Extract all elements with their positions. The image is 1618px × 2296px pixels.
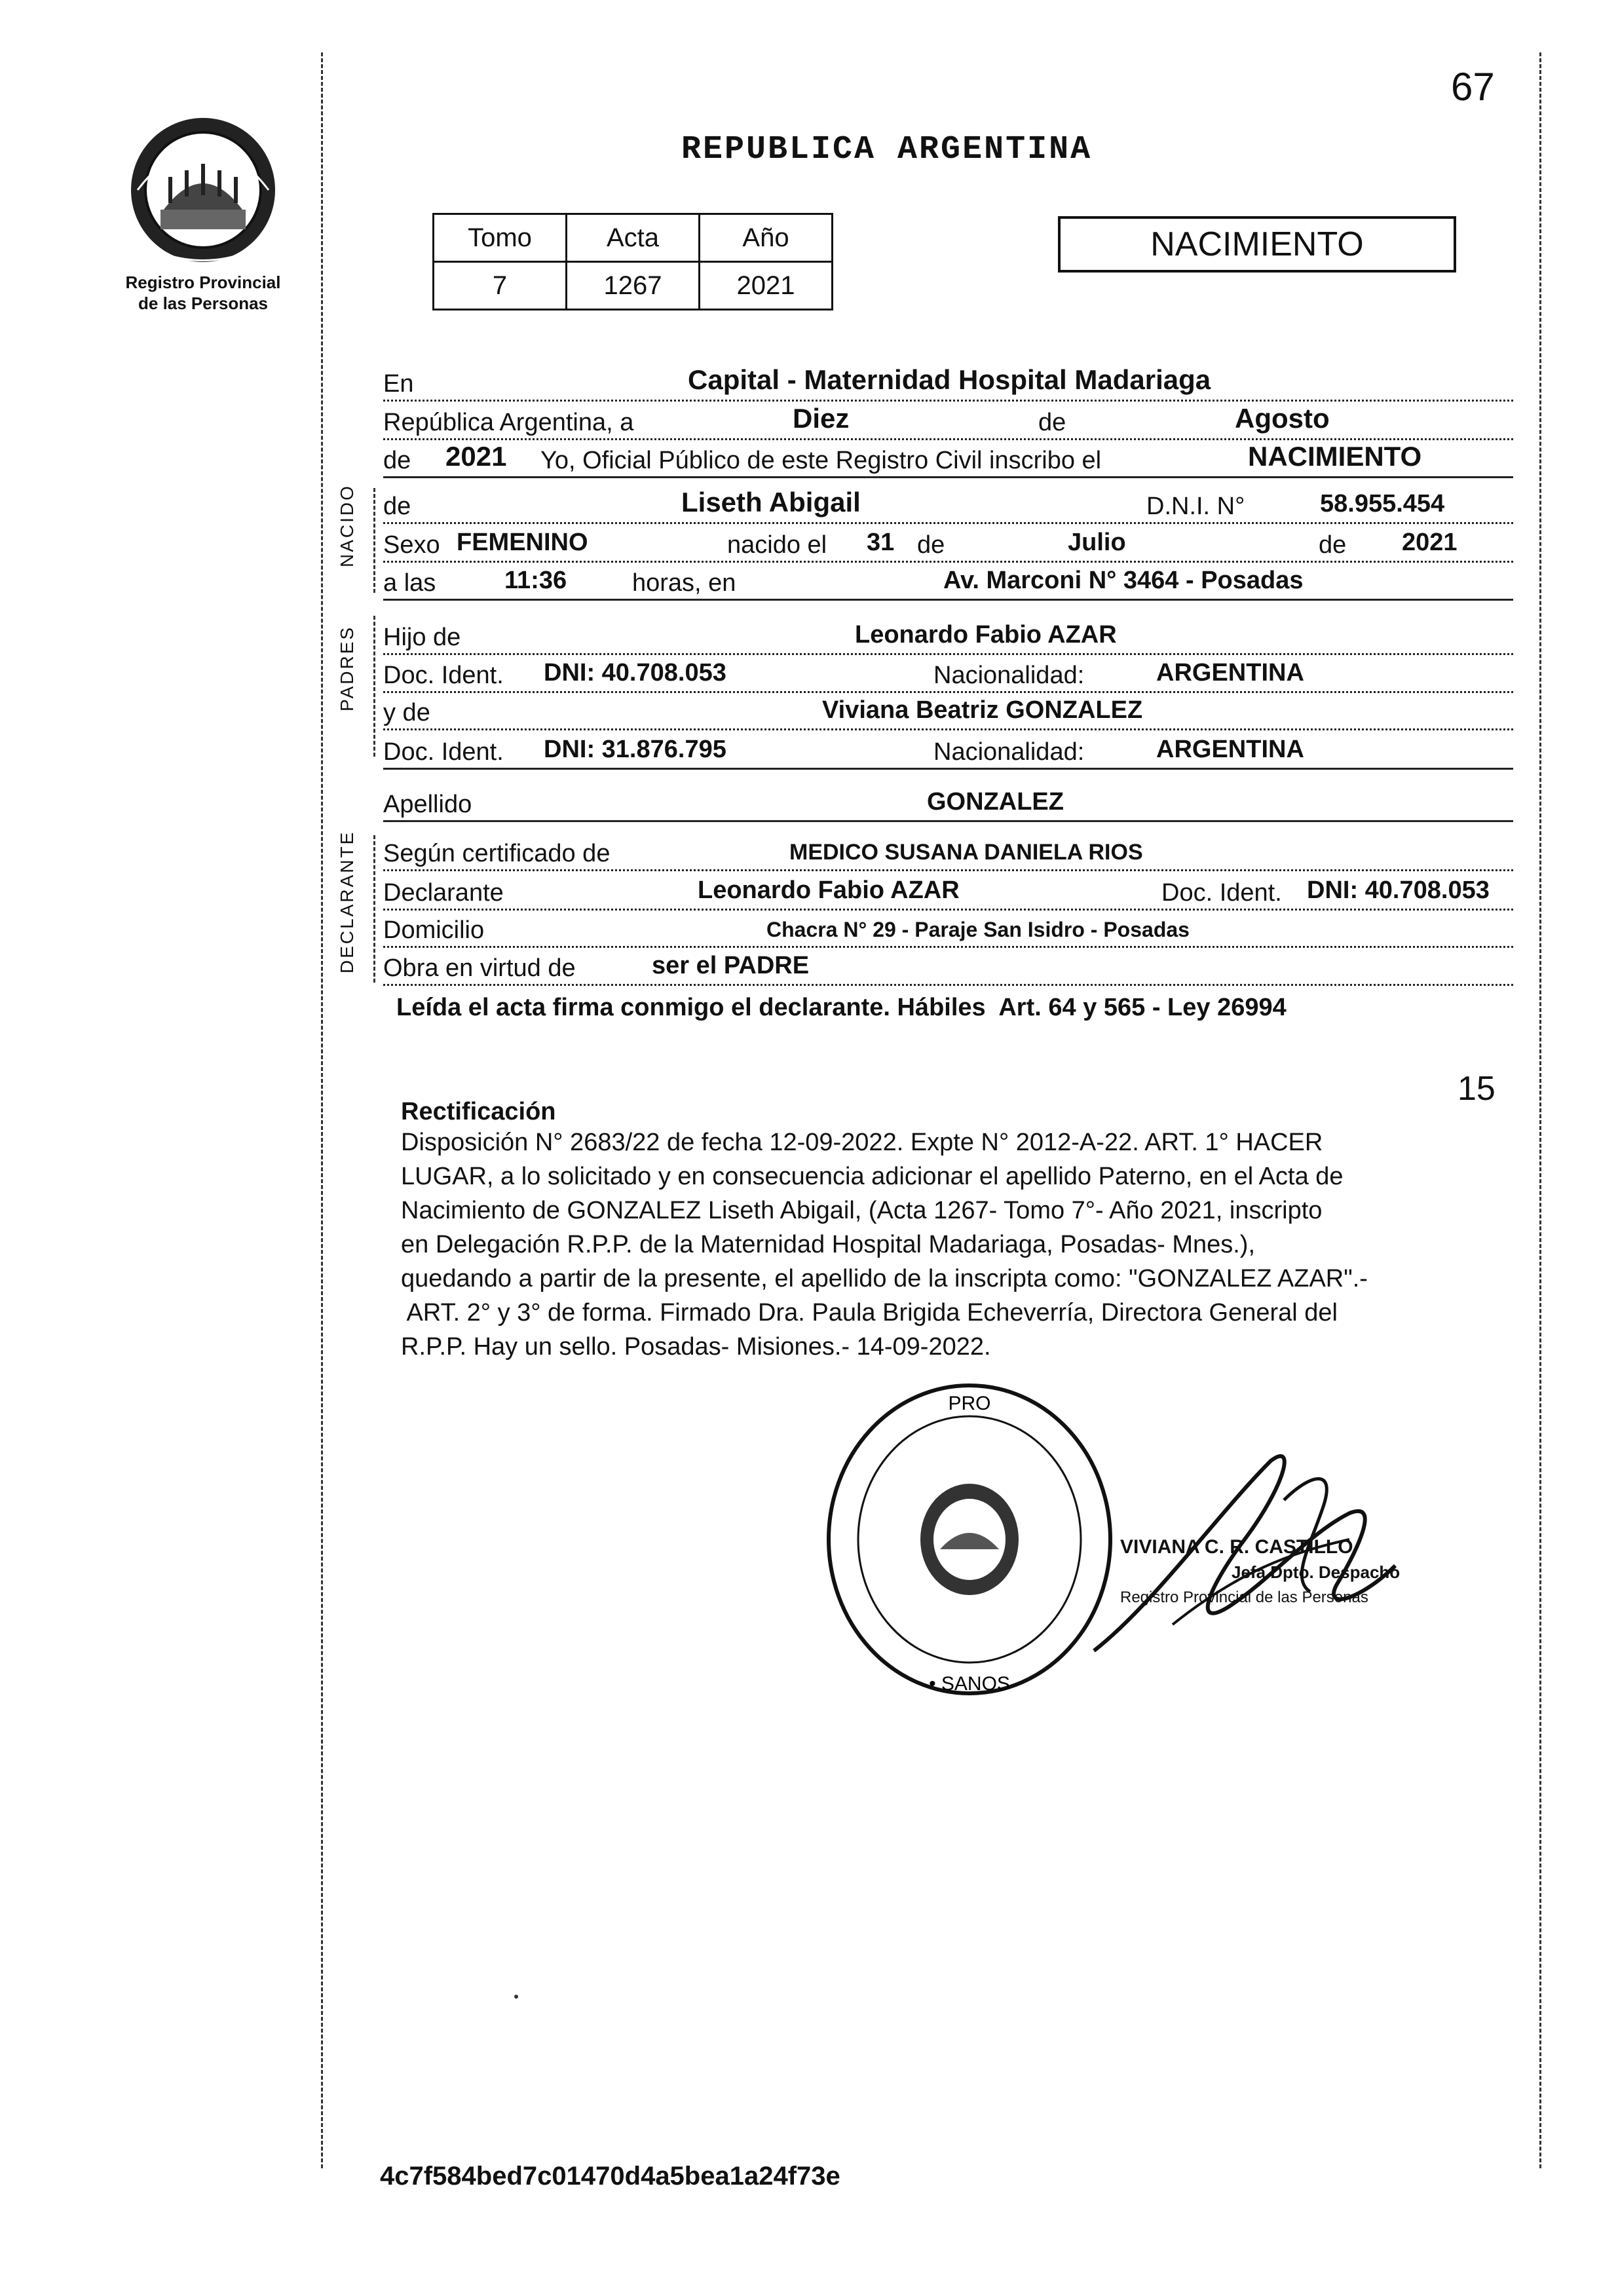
sexo-label: Sexo xyxy=(383,531,440,559)
horas-label: horas, en xyxy=(632,569,736,597)
row-nombre xyxy=(383,481,1513,524)
rectificacion-body xyxy=(401,1125,1495,1364)
province-logo xyxy=(124,111,282,269)
padres-bracket xyxy=(373,616,375,757)
birth-de-label: de xyxy=(917,531,945,559)
document-hash: 4c7f584bed7c01470d4a5bea1a24f73e xyxy=(380,2162,840,2191)
rectificacion-line: ART. 2° y 3° de forma. Firmado Dra. Paula Brigida Echeverría, Directora General del xyxy=(401,1299,1338,1327)
birth-month: Julio xyxy=(1068,529,1126,556)
a-las-label: a las xyxy=(383,569,436,597)
signature-name: VIVIANA C. R. CASTILLO xyxy=(1120,1536,1353,1558)
mother-value: Viviana Beatriz GONZALEZ xyxy=(822,696,1143,724)
rectificacion-line: Disposición N° 2683/22 de fecha 12-09-2022. Expte N° 2012-A-22. ART. 1° HACER xyxy=(401,1129,1323,1156)
decl-doc-label: Doc. Ident. xyxy=(1161,879,1282,907)
doc2-value: DNI: 31.876.795 xyxy=(544,736,726,763)
nac2-label: Nacionalidad: xyxy=(933,738,1085,766)
country-title: REPUBLICA ARGENTINA xyxy=(681,131,1093,168)
segun-label: Según certificado de xyxy=(383,840,611,867)
side-label-nacido: NACIDO xyxy=(337,484,357,567)
yo-label: Yo, Oficial Público de este Registro Civil inscribo el xyxy=(540,447,1102,474)
de-label: de xyxy=(1038,409,1066,436)
dni-value: 58.955.454 xyxy=(1320,490,1445,518)
doc1-value: DNI: 40.708.053 xyxy=(544,659,726,687)
province-seal-icon xyxy=(124,111,282,269)
sexo-value: FEMENINO xyxy=(457,529,588,556)
domicilio-value: Chacra N° 29 - Paraje San Isidro - Posadas xyxy=(766,918,1190,941)
obra-label: Obra en virtud de xyxy=(383,954,576,982)
obra-value: ser el PADRE xyxy=(652,952,810,979)
rectificacion-line: quedando a partir de la presente, el apellido de la inscripta como: "GONZALEZ AZAR".- xyxy=(401,1265,1368,1292)
nacido-bracket xyxy=(373,488,375,593)
left-margin-line xyxy=(321,52,323,2168)
rectificacion-line: R.P.P. Hay un sello. Posadas- Misiones.- 14-09-2022. xyxy=(401,1333,991,1361)
svg-text:• SANOS: • SANOS xyxy=(929,1673,1010,1695)
doc1-label: Doc. Ident. xyxy=(383,662,504,689)
nacido-el-label: nacido el xyxy=(727,531,827,559)
time-value: 11:36 xyxy=(504,567,567,594)
logo-caption-line2: de las Personas xyxy=(138,293,268,313)
birth-day: 31 xyxy=(867,529,895,556)
record-table xyxy=(432,213,833,311)
signature-role: Jefa Dpto. Despacho xyxy=(1232,1562,1401,1582)
row-hora xyxy=(383,558,1513,601)
republica-label: República Argentina, a xyxy=(383,409,634,436)
dni-label: D.N.I. N° xyxy=(1146,493,1245,520)
rectificacion-line: en Delegación R.P.P. de la Maternidad Hospital Madariaga, Posadas- Mnes.), xyxy=(401,1231,1256,1258)
row-doc1 xyxy=(383,650,1513,693)
acta-header: Acta xyxy=(567,214,700,262)
row-apellido xyxy=(383,780,1513,822)
yde-label: y de xyxy=(383,699,430,726)
row-sexo xyxy=(383,520,1513,563)
anio-value: 2021 xyxy=(700,262,833,310)
side-label-declarante: DECLARANTE xyxy=(337,830,357,973)
day-value: Diez xyxy=(793,403,850,434)
month-value: Agosto xyxy=(1235,403,1330,434)
row-en xyxy=(383,359,1513,402)
de2-label: de xyxy=(383,447,411,474)
record-type-box: NACIMIENTO xyxy=(1058,216,1456,273)
row-yde xyxy=(383,688,1513,730)
side-label-padres: PADRES xyxy=(337,625,357,711)
scan-dot xyxy=(514,1995,518,1999)
place-value: Av. Marconi N° 3464 - Posadas xyxy=(943,567,1304,594)
hijo-label: Hijo de xyxy=(383,624,461,651)
page-number: 67 xyxy=(1451,65,1495,109)
signature-org: Registro Provincial de las Personas xyxy=(1120,1589,1368,1606)
inscribo-value: NACIMIENTO xyxy=(1248,441,1422,472)
apellido-value: GONZALEZ xyxy=(927,788,1064,816)
tomo-value: 7 xyxy=(434,262,567,310)
declarante-bracket xyxy=(373,835,375,983)
row-hijo xyxy=(383,612,1513,655)
logo-caption xyxy=(98,272,308,314)
declarante-label: Declarante xyxy=(383,879,504,907)
anio-header: Año xyxy=(700,214,833,262)
nac1-label: Nacionalidad: xyxy=(933,662,1085,689)
nac2-value: ARGENTINA xyxy=(1156,736,1304,763)
row-obra xyxy=(383,943,1513,986)
right-margin-line xyxy=(1539,52,1541,2168)
doc2-label: Doc. Ident. xyxy=(383,738,504,766)
rectificacion-line: LUGAR, a lo solicitado y en consecuencia adicionar el apellido Paterno, en el Acta de xyxy=(401,1163,1344,1190)
declarante-value: Leonardo Fabio AZAR xyxy=(698,876,960,904)
year-value: 2021 xyxy=(445,441,507,472)
logo-caption-line1: Registro Provincial xyxy=(125,273,281,292)
row-doc2 xyxy=(383,727,1513,770)
en-label: En xyxy=(383,370,414,398)
row-fecha xyxy=(383,398,1513,440)
decl-doc-value: DNI: 40.708.053 xyxy=(1307,876,1490,904)
rectificacion-title: Rectificación xyxy=(401,1098,556,1125)
row-inscribo xyxy=(383,436,1513,478)
father-value: Leonardo Fabio AZAR xyxy=(855,621,1117,649)
row-segun xyxy=(383,829,1513,871)
row-domicilio xyxy=(383,905,1513,948)
tomo-header: Tomo xyxy=(434,214,567,262)
segun-value: MEDICO SUSANA DANIELA RIOS xyxy=(789,840,1143,865)
rectificacion-number: 15 xyxy=(1458,1070,1496,1108)
nacido-de-label: de xyxy=(383,493,411,520)
svg-text:PRO: PRO xyxy=(948,1393,991,1414)
acta-value: 1267 xyxy=(567,262,700,310)
birth-year: 2021 xyxy=(1402,529,1458,556)
apellido-label: Apellido xyxy=(383,791,472,818)
nac1-value: ARGENTINA xyxy=(1156,659,1304,687)
leida-statement: Leída el acta firma conmigo el declarante. Hábiles Art. 64 y 565 - Ley 26994 xyxy=(396,994,1287,1021)
birth-de2-label: de xyxy=(1319,531,1347,559)
row-declarante xyxy=(383,868,1513,911)
en-value: Capital - Maternidad Hospital Madariaga xyxy=(688,364,1211,395)
domicilio-label: Domicilio xyxy=(383,916,485,944)
rectificacion-line: Nacimiento de GONZALEZ Liseth Abigail, (Acta 1267- Tomo 7°- Año 2021, inscripto xyxy=(401,1197,1323,1224)
name-value: Liseth Abigail xyxy=(681,487,861,518)
